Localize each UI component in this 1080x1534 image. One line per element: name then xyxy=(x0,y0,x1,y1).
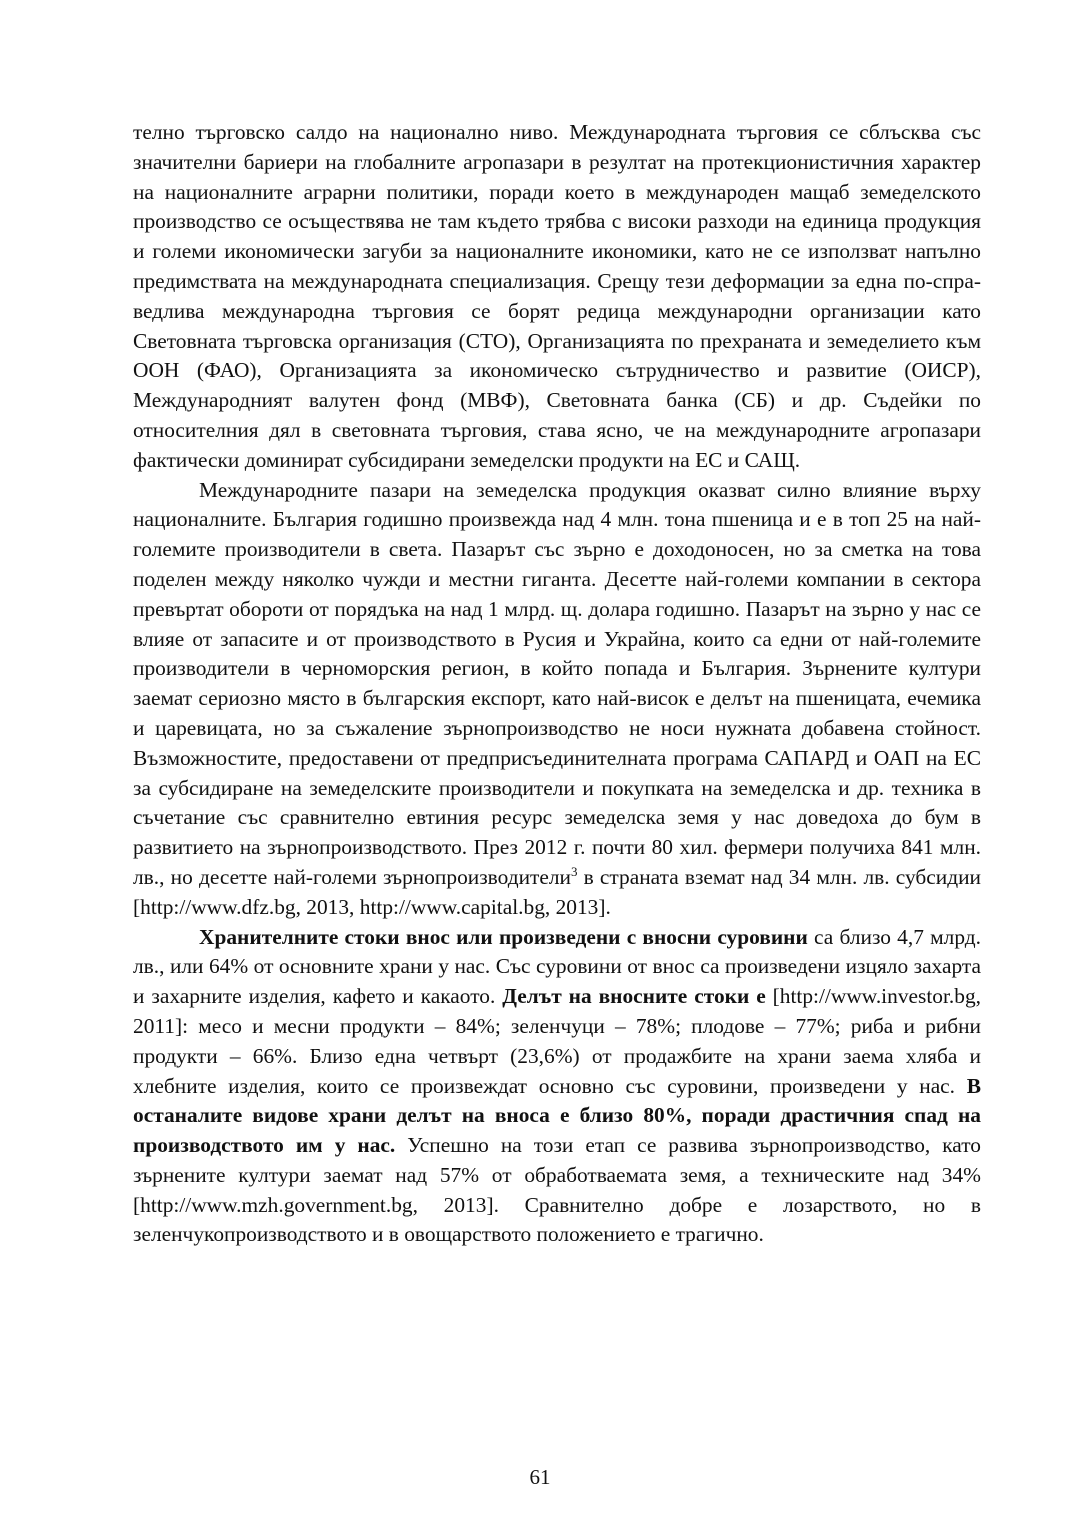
bold-text-run: В останалите видове храни делът на вноса е близо 80%, поради драстичния спад на производството им у нас. xyxy=(133,1073,981,1158)
text-run: са близо 4,7 млрд. лв., или 64% от основните храни у нас. Със суровини от внос са произведени изцяло захарта и захарните изделия, кафето и какаото. xyxy=(133,924,981,1009)
paragraph-trade-barriers xyxy=(133,118,981,476)
text-run: [http://www.investor.bg, 2011]: месо и месни продукти – 84%; зеленчуци – 78%; плодове – 77%; риба и рибни продукти – 66%. Близо една четвърт (23,6%) от продажбите на храни заема хляба и хлебните изделия, които се произвеждат основно със суровини, произведени у нас. xyxy=(133,984,981,1098)
text-run: Международните пазари на земеделска продукция оказват силно влияние върху националните. България годишно произвежда над 4 млн. тона пшеница и е в топ 25 на най-големите производители в света. Пазарът със зърно е доходоносен, но за сметка на това поделен между няколко чужди и местни гиганта. Десетте най-големи компании в сектора превъртат обороти от порядъка на над 1 млрд. щ. долара годишно. Пазарът на зърно у нас се влияе от запасите и от производството в Русия и Украйна, които са едни от най-големите производители в черноморския регион, в който попада и България. Зърнените култури заемат сериозно място в българския експорт, като най-висок е делът на пшеницата, ечемика и царевицата, но за съжаление зърнопроизводство не носи нужната добавена стойност. Възможностите, предоставени от предприсъединителната програма САПАРД и ОАП на ЕС за субсидиране на земеделските производители и покупката на земеделска и др. техника в съчетание със сравнително евтиния ресурс земеделска земя у нас доведоха до бум в развитието на зърнопроизводството. През 2012 г. почти 80 хил. фермери получиха 841 млн. лв., но десетте най-големи зърнопроизводители xyxy=(133,477,981,889)
page-number: 61 xyxy=(529,1465,551,1489)
paragraph-grain-market xyxy=(133,476,981,923)
text-run: в страната вземат над 34 млн. лв. субсидии [http://www.dfz.bg, 2013, http://www.capital.bg, 2013]. xyxy=(133,864,982,919)
page-body xyxy=(133,118,981,1250)
bold-text-run: Хранителните стоки внос или произведени с вносни суровини xyxy=(199,924,808,949)
paragraph-food-imports xyxy=(133,923,981,1251)
text-run: Успешно на този етап се развива зърнопроизводство, като зърнените култури заемат над 57% от обработваемата земя, а техническите над 34% [http://www.mzh.government.bg, 2013]. Сравнително добре е лозарството, но в зеленчукопроизводството и в овощарството положението е трагично. xyxy=(133,1133,981,1247)
footnote-ref: 3 xyxy=(571,863,578,879)
text-run: телно търговско салдо на национално ниво. Международната търговия се сблъсква със значителни бариери на глобалните агропазари в резултат на протекционистичния характер на националните аграрни политики, поради което в международен мащаб земеделското производство се осъществява не там където трябва с високи разходи на единица продукция и големи икономически загуби за националните икономики, като не се използват напълно предимствата на международната специализация. Срещу тези деформации за една по-справедлива международна търговия се борят редица международни организации като Световната търговска организация (СТО), Организацията по прехраната и земеделието към ООН (ФАО), Организацията за икономическо сътрудничество и развитие (ОИСР), Международният валутен фонд (МВФ), Световната банка (СБ) и др. Съдейки по относителния дял в световната търговия, става ясно, че на международните агропазари фактически доминират субсидирани земеделски продукти на ЕС и САЩ. xyxy=(133,120,981,472)
bold-text-run: Делът на вносните стоки е xyxy=(502,984,766,1009)
